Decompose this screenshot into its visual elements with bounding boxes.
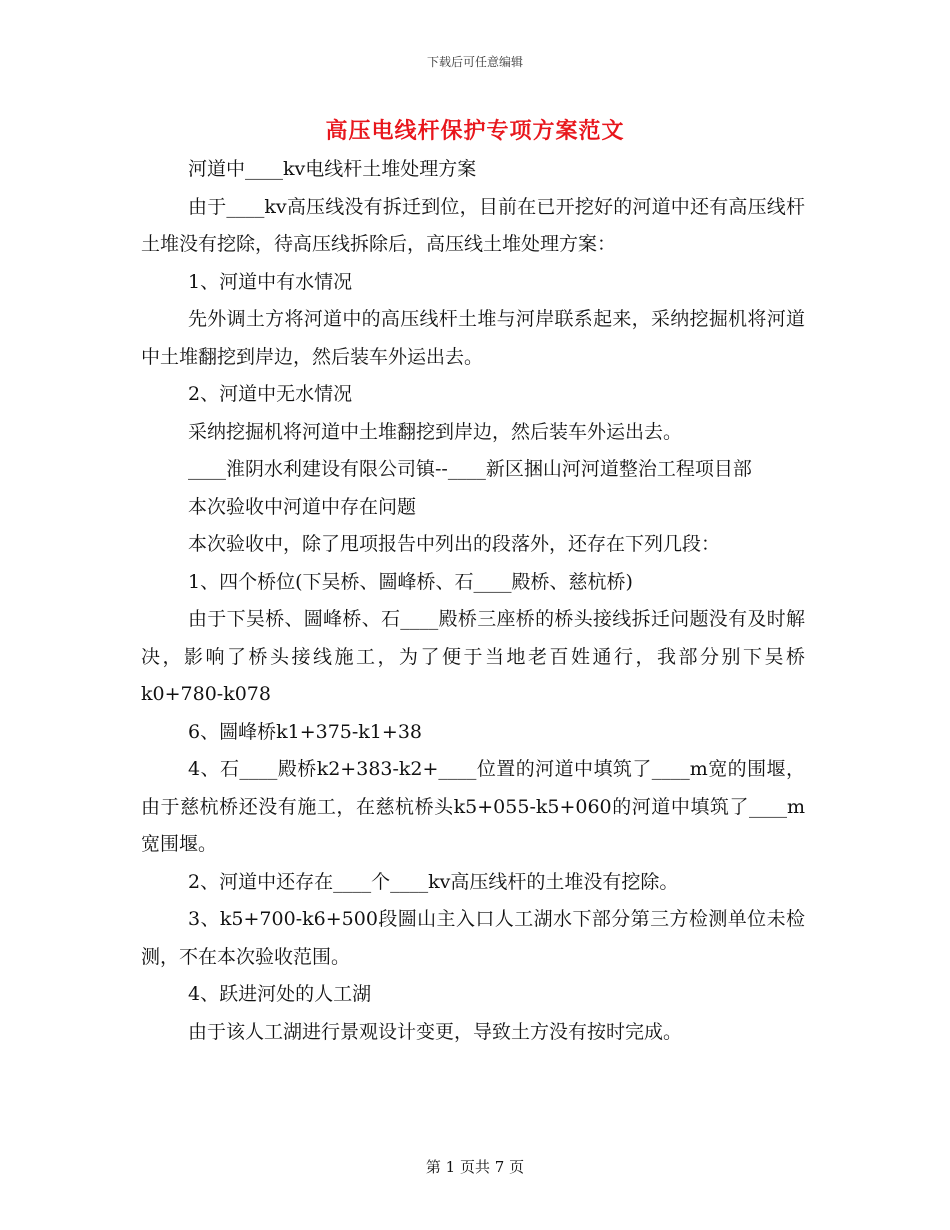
paragraph: 本次验收中河道中存在问题 <box>188 495 417 518</box>
document-body <box>141 151 805 1051</box>
paragraph: 由于该人工湖进行景观设计变更，导致土方没有按时完成。 <box>188 1020 683 1043</box>
paragraph: 本次验收中，除了甩项报告中列出的段落外，还存在下列几段： <box>188 533 721 555</box>
page-footer: 第 1 页共 7 页 <box>425 1158 525 1176</box>
paragraph: 由于下吴桥、圌峰桥、石____殿桥三座桥的桥头接线拆迁问题没有及时解决，影响了桥头接线施工，为了便于当地老百姓通行，我部分别下吴桥k0+780-k078 <box>141 608 805 705</box>
paragraph: 1、四个桥位(下吴桥、圌峰桥、石____殿桥、慈杭桥) <box>188 570 633 593</box>
paragraph: 1、河道中有水情况 <box>188 270 353 293</box>
paragraph: 2、河道中还存在____个____kv高压线杆的土堆没有挖除。 <box>188 870 679 893</box>
paragraph: 3、k5+700-k6+500段圌山主入口人工湖水下部分第三方检测单位未检测，不在本次验收范围。 <box>141 908 805 968</box>
document-title: 高压电线杆保护专项方案范文 <box>325 118 625 144</box>
paragraph: 由于____kv高压线没有拆迁到位，目前在已开挖好的河道中还有高压线杆土堆没有挖除，待高压线拆除后，高压线土堆处理方案： <box>141 195 805 255</box>
paragraph: 先外调土方将河道中的高压线杆土堆与河岸联系起来，采纳挖掘机将河道中土堆翻挖到岸边，然后装车外运出去。 <box>141 308 805 368</box>
paragraph: 6、圌峰桥k1+375-k1+38 <box>188 720 422 743</box>
header-note: 下载后可任意编辑 <box>426 55 523 69</box>
paragraph: 4、跃进河处的人工湖 <box>188 983 372 1005</box>
paragraph: 采纳挖掘机将河道中土堆翻挖到岸边，然后装车外运出去。 <box>188 420 683 443</box>
paragraph: ____淮阴水利建设有限公司镇--____新区捆山河河道整治工程项目部 <box>188 458 752 480</box>
paragraph: 2、河道中无水情况 <box>188 383 353 405</box>
paragraph: 河道中____kv电线杆土堆处理方案 <box>188 158 477 180</box>
paragraph: 4、石____殿桥k2+383-k2+____位置的河道中填筑了____m宽的围堰，由于慈杭桥还没有施工，在慈杭桥头k5+055-k5+060的河道中填筑了____m宽围堰。 <box>141 758 805 855</box>
